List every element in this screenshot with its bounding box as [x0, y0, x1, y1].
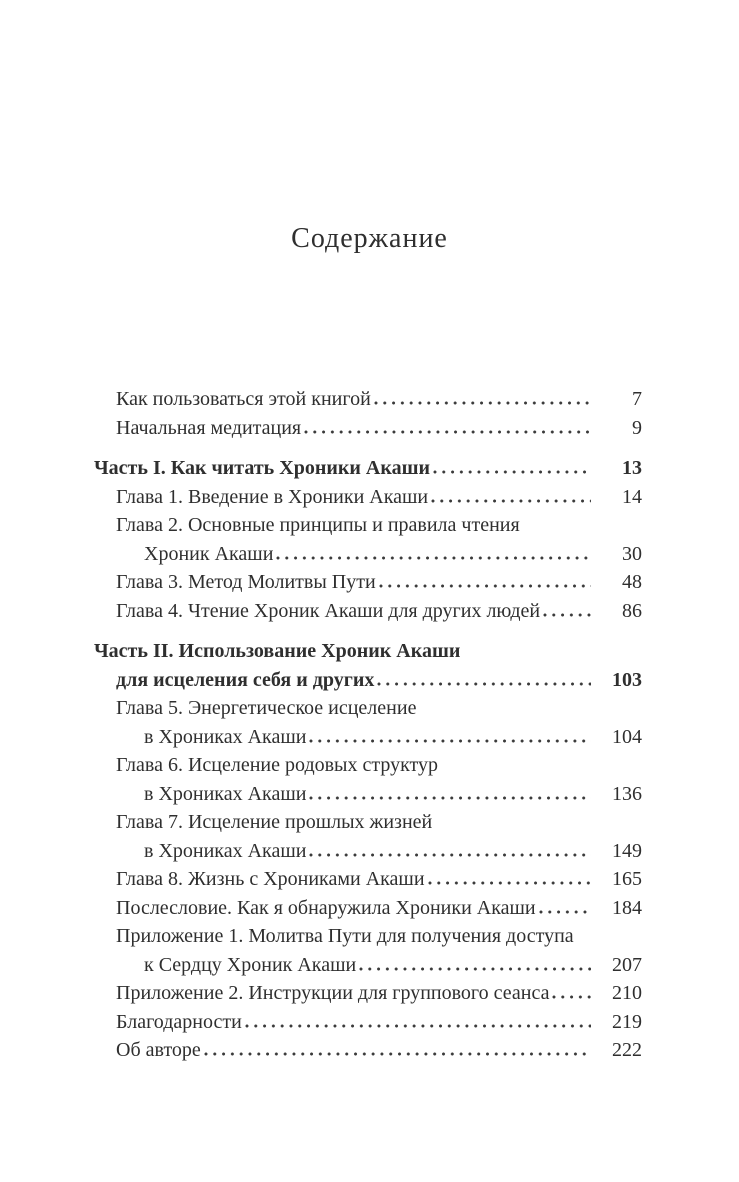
toc-page-number: 9 [632, 416, 642, 439]
dot-leader [379, 584, 591, 588]
toc-entry-text: Приложение 2. Инструкции для группового сеанса [116, 982, 550, 1004]
toc-row [94, 922, 642, 951]
toc-entry-text: для исцеления себя и других [116, 668, 375, 691]
toc-page-number: 149 [612, 839, 642, 862]
toc-entry-text: Часть I. Как читать Хроники Акаши [94, 457, 430, 479]
toc-page-number: 165 [612, 868, 642, 890]
toc-entry-text: в Хрониках Акаши [144, 725, 307, 748]
toc-row [94, 694, 642, 723]
toc-row [94, 751, 642, 780]
toc-row [94, 1036, 642, 1065]
toc-row [94, 483, 642, 512]
toc-page-number: 7 [632, 388, 642, 410]
toc-page-number: 207 [612, 953, 642, 976]
dot-leader [543, 613, 591, 617]
toc-page-number: 222 [612, 1039, 642, 1061]
dot-leader [431, 499, 591, 503]
toc-entry-text: Как пользоваться этой книгой [116, 388, 371, 410]
toc-entry-text: Глава 2. Основные принципы и правила чтения [116, 514, 520, 536]
toc-entry-text: Глава 1. Введение в Хроники Акаши [116, 485, 429, 508]
toc-entry-text: в Хрониках Акаши [144, 782, 307, 805]
toc-entry-text: Послесловие. Как я обнаружила Хроники Акаши [116, 896, 536, 919]
toc-entry-text: Приложение 1. Молитва Пути для получения доступа [116, 925, 574, 947]
dot-leader [428, 881, 591, 885]
dot-leader [304, 430, 591, 434]
toc-entry-text: Глава 6. Исцеление родовых структур [116, 754, 439, 776]
toc-entry-text: Глава 8. Жизнь с Хрониками Акаши [116, 868, 425, 890]
toc-page-number: 14 [622, 485, 642, 508]
toc-part-row [94, 637, 642, 666]
toc-entry-text: Начальная медитация [116, 416, 302, 439]
toc-entry-text: Благодарности [116, 1010, 242, 1033]
dot-leader [539, 910, 591, 914]
dot-leader [276, 556, 591, 560]
toc-row [94, 385, 642, 414]
toc-row [94, 837, 642, 866]
toc-row [94, 979, 642, 1008]
toc-entry-text: Глава 3. Метод Молитвы Пути [116, 571, 376, 593]
dot-leader [374, 401, 591, 405]
toc-page-number: 30 [622, 542, 642, 565]
toc-entry-text: в Хрониках Акаши [144, 839, 307, 862]
toc-row [94, 540, 642, 569]
toc-entry-text: Глава 4. Чтение Хроник Акаши для других людей [116, 599, 541, 622]
toc-row [94, 414, 642, 443]
toc-page-number: 136 [612, 782, 642, 805]
toc-row [94, 894, 642, 923]
page-title: Содержание [291, 223, 448, 254]
dot-leader [552, 995, 591, 999]
toc-entry-text: Глава 5. Энергетическое исцеление [116, 697, 417, 719]
toc-row [94, 951, 642, 980]
toc-page-number: 13 [622, 457, 642, 479]
dot-leader [309, 853, 591, 857]
dot-leader [309, 739, 591, 743]
toc-page-number: 86 [622, 599, 642, 622]
toc-entry-text: Об авторе [116, 1039, 201, 1061]
dot-leader [309, 796, 591, 800]
toc-page-number: 219 [612, 1010, 642, 1033]
toc-page-number: 210 [612, 982, 642, 1004]
toc-row [94, 511, 642, 540]
toc-entry-text: Часть II. Использование Хроник Акаши [94, 640, 461, 662]
toc-part-row [94, 666, 642, 695]
toc-part-row [94, 454, 642, 483]
dot-leader [377, 682, 591, 686]
toc-page-number: 103 [612, 668, 642, 691]
toc-row [94, 568, 642, 597]
toc-row [94, 597, 642, 626]
dot-leader [433, 470, 591, 474]
toc-row [94, 723, 642, 752]
dot-leader [359, 967, 591, 971]
dot-leader [245, 1024, 591, 1028]
toc-entry-text: к Сердцу Хроник Акаши [144, 953, 357, 976]
toc-row [94, 780, 642, 809]
toc-row [94, 865, 642, 894]
toc-row [94, 808, 642, 837]
toc-page-number: 184 [612, 896, 642, 919]
toc-page-number: 104 [612, 725, 642, 748]
toc-row [94, 1008, 642, 1037]
toc-page-number: 48 [622, 571, 642, 593]
toc-entry-text: Хроник Акаши [144, 542, 274, 565]
table-of-contents [94, 385, 642, 1065]
toc-entry-text: Глава 7. Исцеление прошлых жизней [116, 811, 433, 833]
dot-leader [204, 1052, 591, 1056]
